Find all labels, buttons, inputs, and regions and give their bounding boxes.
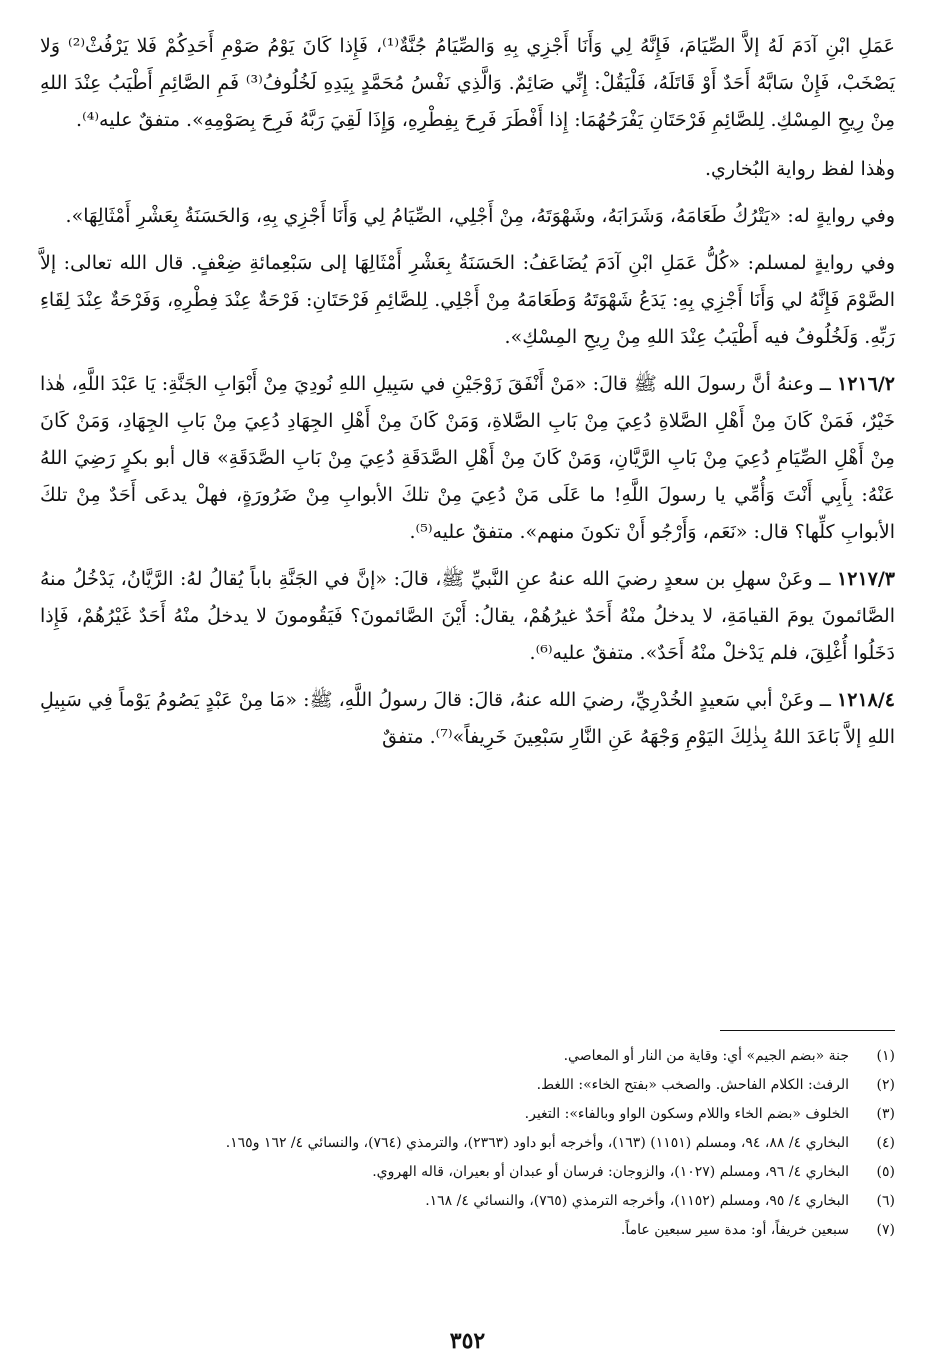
footnote xyxy=(40,1218,895,1243)
footnote-text: البخاري ٤/ ٩٥، ومسلم (١١٥٢)، وأخرجه الترمذي (٧٦٥)، والنسائي ٤/ ١٦٨. xyxy=(425,1193,849,1209)
footnotes xyxy=(40,1044,895,1247)
footnote-separator xyxy=(720,1030,895,1031)
bukhari-wording-note: وهٰذا لفظ رواية البُخاري. xyxy=(704,158,895,180)
footnote-text: جنة «بضم الجيم» أي: وقاية من النار أو المعاصي. xyxy=(563,1048,849,1064)
book-page xyxy=(40,28,896,1354)
footnote-text: البخاري ٤/ ٩٦، ومسلم (١٠٢٧)، والزوجان: فرسان أو عبدان أو بعيران، قاله الهروي. xyxy=(372,1164,849,1180)
footnote-mark: (١) xyxy=(876,1048,895,1064)
hadith-text: ــ وعنهُ أنَّ رسولَ الله ﷺ قالَ: «مَنْ أَنْفَقَ زَوْجَيْنِ في سَبِيلِ اللهِ نُودِيَ مِنْ أَبْوَابِ الجَنَّةِ: يَا عَبْدَ اللَّهِ، هٰذا خَيْرٌ، فَمَنْ كَانَ مِنْ أَهْلِ الصَّلاةِ دُعِيَ مِنْ بَابِ الصَّلاةِ، وَمَنْ كَانَ مِنْ أَهْلِ الجِهَادِ دُعِيَ مِنْ بَابِ الجِهَادِ، وَمَنْ كَانَ مِنْ أَهْلِ الصِّيَامِ دُعِيَ مِنْ بَابِ الرَّيَّانِ، وَمَنْ كَانَ مِنْ أَهْلِ الصَّدَقَةِ دُعِيَ مِنْ بَابِ الصَّدَقَةِ» قال أبو بكرٍ رَضِيَ اللهُ عَنْهُ: بِأَبِي أَنْتَ وَأُمِّي يا رسولَ اللَّهِ! ما عَلَى مَنْ دُعِيَ مِنْ تلكَ الأبوابِ مِنْ ضَرُورَةٍ، فهلْ يدعَى أَحَدٌ مِنْ تلكَ الأبوابِ كلِّها؟ قال: «نَعَم، وَأَرْجُو أَنْ تكونَ منهم». متفقٌ عليه⁽⁵⁾. xyxy=(40,373,895,543)
footnote-text: البخاري ٤/ ٨٨، ٩٤، ومسلم (١١٥١) (١٦٣)، وأخرجه أبو داود (٢٣٦٣)، والترمذي (٧٦٤)، والنسائي ٤/ ١٦٢ و١٦٥. xyxy=(225,1135,849,1151)
footnote-text: سبعين خريفاً، أو: مدة سير سبعين عاماً. xyxy=(620,1222,849,1238)
bukhari-narration-paragraph: وفي روايةٍ له: «يَتْرُكُ طَعَامَهُ، وَشَرَابَهُ، وشَهْوَتَهُ، مِنْ أَجْلِي، الصِّيَامُ لِي وَأَنَا أَجْزِي بِهِ، وَالحَسَنَةُ بِعَشْرِ أَمْثَالِهَا». xyxy=(65,205,895,227)
footnote-mark: (٤) xyxy=(876,1135,895,1151)
hadith-number: ١٢١٦/٢ xyxy=(837,373,895,395)
hadith-text: ــ وعَنْ سهلِ بن سعدٍ رضيَ الله عنهُ عنِ النَّبيِّ ﷺ، قالَ: «إنَّ في الجَنَّةِ باباً يُقالُ لهُ: الرَّيَّانُ، يَدْخُلُ منهُ الصَّائمونَ يومَ القيامَةِ، لا يدخلُ منْهُ أَحَدٌ غيرُهُمْ، يقالُ: أَيْنَ الصَّائمونَ؟ فَيَقُومونَ لا يدخلُ منْهُ أَحَدٌ غَيْرُهُمْ، فَإِذا دَخَلُوا أُغْلِقَ، فلم يَدْخلْ منْهُ أَحَدٌ». متفقٌ عليه⁽⁶⁾. xyxy=(40,568,895,664)
footnote-mark: (٧) xyxy=(876,1222,895,1238)
hadith-continuation-paragraph: عَمَلِ ابْنِ آدَمَ لَهُ إلاَّ الصِّيَامَ، فَإِنَّهُ لِي وَأَنَا أَجْزِي بِهِ وَالصِّيَامُ جُنَّةٌ⁽¹⁾، فَإِذا كَانَ يَوْمُ صَوْمِ أَحَدِكُمْ فَلا يَرْفُثْ⁽²⁾ وَلا يَصْخَبْ، فَإِنْ سَابَّهُ أَحَدٌ أَوْ قَاتَلَهُ، فَلْيَقُلْ: إِنِّي صَائِمٌ. وَالَّذِي نَفْسُ مُحَمَّدٍ بِيَدِهِ لَخُلُوفُ⁽³⁾ فَمِ الصَّائِمِ أَطْيَبُ عِنْدَ اللهِ مِنْ رِيحِ المِسْكِ. لِلصَّائِمِ فَرْحَتَانِ يَفْرَحُهُمَا: إِذا أَفْطَرَ فَرِحَ بِفِطْرِهِ، وَإِذَا لَقِيَ رَبَّهُ فَرِحَ بِصَوْمِهِ». متفقٌ عليه⁽⁴⁾. xyxy=(40,35,896,131)
hadith-1218-paragraph xyxy=(40,682,895,756)
hadith-1216-paragraph xyxy=(40,366,895,551)
footnote xyxy=(40,1189,895,1214)
footnote xyxy=(40,1044,895,1069)
footnote-mark: (٦) xyxy=(876,1193,895,1209)
muslim-narration-paragraph: وفي روايةٍ لمسلم: «كُلُّ عَمَلِ ابْنِ آدَمَ يُضَاعَفُ: الحَسَنَةُ بِعَشْرِ أَمْثَالِهَا إلى سَبْعِمائةِ ضِعْفٍ. قال الله تعالى: إلاَّ الصَّوْمَ فَإِنَّهُ لي وَأَنَا أَجْزِي بِهِ: يَدَعُ شَهْوَتَهُ وَطَعَامَهُ مِنْ أَجْلِي. لِلصَّائِمِ فَرْحَتَانِ: فَرْحَةٌ عِنْدَ فِطْرِهِ، وَفَرْحَةٌ عِنْدَ لِقَاءِ رَبِّهِ. وَلَخُلُوفُ فيه أَطْيَبُ عِنْدَ اللهِ مِنْ رِيحِ المِسْكِ». xyxy=(40,252,895,348)
page-number: ٣٥٢ xyxy=(449,1328,486,1354)
footnote xyxy=(40,1102,895,1127)
hadith-text: ــ وعَنْ أبي سَعيدٍ الخُدْرِيِّ، رضيَ الله عنهُ، قالَ: قالَ رسولُ اللَّهِ، ﷺ: «مَا مِنْ عَبْدٍ يَصُومُ يَوْماً فِي سَبِيلِ اللهِ إلاَّ بَاعَدَ اللهُ بِذٰلِكَ اليَوْمِ وَجْهَهُ عَنِ النَّارِ سَبْعِينَ خَرِيفاً»⁽⁷⁾. متفقٌ xyxy=(40,689,895,748)
hadith-1217-paragraph xyxy=(40,561,895,672)
footnote xyxy=(40,1160,895,1185)
footnote-mark: (٣) xyxy=(876,1106,895,1122)
hadith-number: ١٢١٨/٤ xyxy=(837,689,895,711)
footnote-text: الرفث: الكلام الفاحش. والصخب «بفتح الخاء»: اللغط. xyxy=(536,1077,849,1093)
footnote-mark: (٥) xyxy=(876,1164,895,1180)
footnote-mark: (٢) xyxy=(876,1077,895,1093)
hadith-number: ١٢١٧/٣ xyxy=(837,568,895,590)
footnote xyxy=(40,1073,895,1098)
footnote-text: الخلوف «بضم الخاء واللام وسكون الواو وبالفاء»: التغير. xyxy=(524,1106,849,1122)
footnote xyxy=(40,1131,895,1156)
main-text xyxy=(40,28,895,756)
